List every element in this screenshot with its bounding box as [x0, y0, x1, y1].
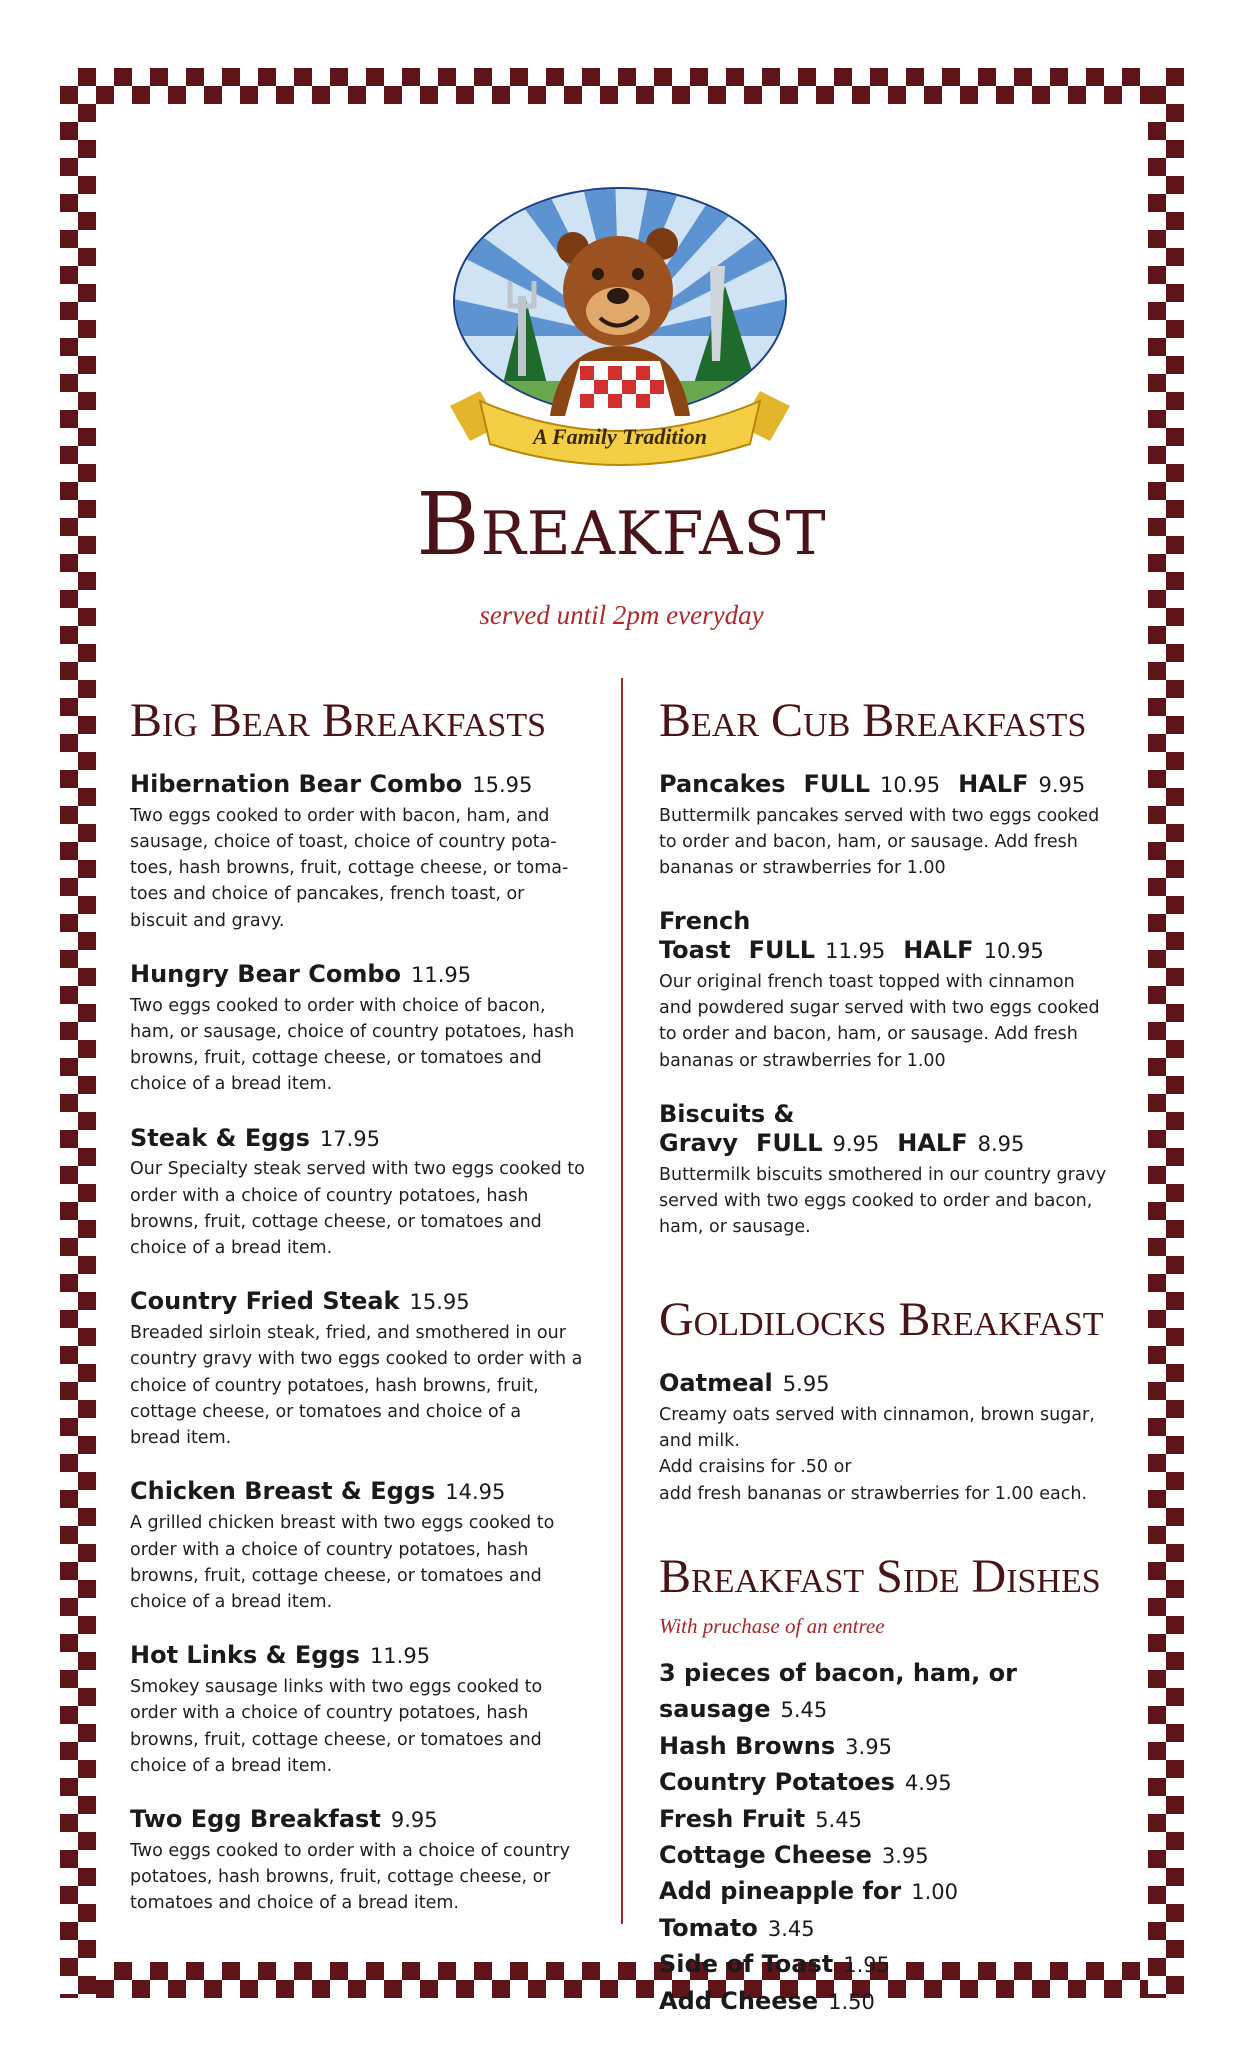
item-name: French Toast	[659, 907, 751, 965]
description-line: sausage, choice of toast, choice of country pota-	[130, 831, 557, 852]
goldilocks-section	[659, 1294, 1139, 1507]
item-price: 15.95	[409, 1290, 470, 1315]
description-line: country gravy with two eggs cooked to order with a	[130, 1349, 583, 1370]
item-price: 5.95	[782, 1372, 830, 1397]
item-price: 17.95	[319, 1126, 380, 1151]
side-item-name: Fresh Fruit	[659, 1804, 806, 1833]
item-description	[130, 993, 600, 1098]
item-description	[130, 1674, 600, 1779]
page-title: Breakfast	[416, 475, 827, 575]
description-line: and powdered sugar served with two eggs cooked	[659, 998, 1100, 1019]
item-header	[130, 1477, 600, 1506]
side-item-side-of-toast	[659, 1946, 1139, 1982]
side-item-fresh-fruit	[659, 1801, 1139, 1837]
side-item-name: Add pineapple for	[659, 1877, 902, 1906]
item-price: 11.95	[369, 1644, 431, 1669]
item-price: 15.95	[472, 772, 533, 797]
description-line: toes, hash browns, fruit, cottage cheese, or toma-	[130, 858, 569, 879]
item-description	[659, 969, 1139, 1074]
menu-item-hot-links-eggs	[130, 1641, 600, 1779]
item-name: Oatmeal	[659, 1369, 773, 1398]
description-line: to order and bacon, ham, or sausage. Add fresh	[659, 1024, 1078, 1045]
menu-item-french-toast	[659, 907, 1139, 1074]
item-header	[130, 1287, 600, 1316]
description-line: order with a choice of country potatoes, hash	[130, 1703, 529, 1724]
item-name: Biscuits & Gravy	[659, 1099, 795, 1157]
item-price: 9.95	[390, 1808, 438, 1833]
item-header	[130, 1124, 600, 1153]
side-item-price: 3.95	[845, 1734, 892, 1759]
bear-cub-section	[659, 695, 1139, 1240]
item-description	[130, 1156, 600, 1261]
description-line: choice of a bread item.	[130, 1592, 333, 1613]
column-divider	[621, 678, 623, 1924]
item-name: Country Fried Steak	[130, 1287, 400, 1316]
half-price: 10.95	[983, 939, 1044, 964]
full-price: 9.95	[832, 1131, 880, 1156]
side-item-name: 3 pieces of bacon, ham, or sausage	[659, 1658, 1017, 1724]
item-description	[130, 803, 600, 934]
description-line: choice of a bread item.	[130, 1074, 333, 1095]
description-line: tomatoes and choice of a bread item.	[130, 1893, 459, 1914]
description-line: served with two eggs cooked to order and bacon,	[659, 1190, 1093, 1211]
item-description	[659, 1162, 1139, 1241]
item-price: 11.95	[411, 962, 472, 987]
side-item-price: 4.95	[904, 1771, 952, 1796]
description-line: Buttermilk pancakes served with two eggs cooked	[659, 805, 1100, 826]
item-description	[130, 1510, 600, 1615]
side-dishes-note: With pruchase of an entree	[659, 1613, 885, 1638]
side-item-price: 1.00	[911, 1880, 959, 1905]
description-line: toes and choice of pancakes, french toast, or	[130, 884, 525, 905]
menu-item-steak-eggs	[130, 1124, 600, 1262]
description-line: choice of a bread item.	[130, 1755, 333, 1776]
big-bear-section	[130, 695, 600, 1943]
half-label: HALF	[903, 936, 974, 965]
side-item-name: Add Cheese	[659, 1986, 819, 2015]
half-label: HALF	[897, 1128, 968, 1157]
description-line: potatoes, hash browns, fruit, cottage cheese, or	[130, 1867, 551, 1888]
item-header	[130, 960, 600, 989]
right-column	[659, 695, 1139, 2019]
side-item-price: 5.45	[780, 1698, 828, 1723]
side-item-name: Country Potatoes	[659, 1768, 895, 1797]
description-line: cottage cheese, or tomatoes and choice of a	[130, 1401, 522, 1422]
description-line: choice of a bread item.	[130, 1238, 333, 1259]
full-price: 11.95	[825, 939, 886, 964]
description-line: Two eggs cooked to order with choice of bacon,	[130, 995, 546, 1016]
side-item-price: 1.50	[828, 1989, 875, 2014]
description-line: Smokey sausage links with two eggs cooked to	[130, 1677, 543, 1698]
menu-item-hungry-bear-combo	[130, 960, 600, 1098]
menu-item-hibernation-bear-combo	[130, 770, 600, 934]
side-item-tomato	[659, 1910, 1139, 1946]
menu-item-country-fried-steak	[130, 1287, 600, 1451]
item-header	[130, 770, 600, 799]
description-line: Buttermilk biscuits smothered in our country gravy	[659, 1164, 1107, 1185]
description-line: Breaded sirloin steak, fried, and smothered in our	[130, 1323, 566, 1344]
item-description	[659, 803, 1139, 882]
item-description	[130, 1320, 600, 1451]
description-line: browns, fruit, cottage cheese, or tomatoes and	[130, 1565, 542, 1586]
description-line: Two eggs cooked to order with a choice of country	[130, 1840, 570, 1861]
menu-item-chicken-breast-eggs	[130, 1477, 600, 1615]
full-price: 10.95	[880, 772, 941, 797]
item-description: Creamy oats served with cinnamon, brown sugar, and milk. Add craisins for .50 or add fresh bananas or strawberries for 1.00 each.	[659, 1404, 1095, 1504]
menu-item-pancakes	[659, 770, 1139, 882]
description-line: bananas or strawberries for 1.00	[659, 858, 946, 879]
description-line: browns, fruit, cottage cheese, or tomatoes and	[130, 1729, 542, 1750]
half-price: 8.95	[977, 1131, 1025, 1156]
menu-item-two-egg-breakfast	[130, 1805, 600, 1917]
full-label: FULL	[748, 936, 816, 965]
description-line: A grilled chicken breast with two eggs cooked to	[130, 1513, 555, 1534]
item-header	[659, 770, 1139, 799]
side-item-name: Cottage Cheese	[659, 1841, 872, 1870]
description-line: Two eggs cooked to order with bacon, ham, and	[130, 805, 550, 826]
description-line: to order and bacon, ham, or sausage. Add fresh	[659, 831, 1078, 852]
menu-item-biscuits-gravy	[659, 1100, 1139, 1240]
item-name: Steak & Eggs	[130, 1123, 310, 1152]
menu-item-oatmeal	[659, 1369, 1139, 1507]
side-dishes-section	[659, 1551, 1139, 2019]
side-item-price: 1.95	[843, 1953, 890, 1978]
description-line: browns, fruit, cottage cheese, or tomatoes and	[130, 1211, 542, 1232]
side-item-3-pieces-of-bacon-ham-or-sausage	[659, 1655, 1139, 1728]
section-heading-side-dishes: Breakfast Side Dishes	[659, 1549, 1101, 1603]
side-item-cottage-cheese	[659, 1837, 1139, 1873]
checkered-border-left	[60, 68, 96, 1998]
side-item-add-pineapple-for	[659, 1873, 1139, 1909]
side-item-price: 5.45	[815, 1807, 862, 1832]
side-item-name: Tomato	[659, 1913, 758, 1942]
item-header	[659, 1100, 1139, 1158]
item-name: Hot Links & Eggs	[130, 1641, 360, 1670]
section-heading-big-bear: Big Bear Breakfasts	[130, 694, 547, 747]
description-line: order with a choice of country potatoes, hash	[130, 1539, 529, 1560]
description-line: bread item.	[130, 1428, 232, 1449]
description-line: bananas or strawberries for 1.00	[659, 1050, 946, 1071]
item-name: Hibernation Bear Combo	[130, 769, 463, 798]
side-item-name: Side of Toast	[659, 1950, 834, 1979]
side-item-price: 3.95	[881, 1844, 929, 1869]
description-line: browns, fruit, cottage cheese, or tomatoes and	[130, 1048, 542, 1069]
page-subtitle: served until 2pm everyday	[479, 600, 764, 630]
section-heading-goldilocks: Goldilocks Breakfast	[659, 1293, 1104, 1347]
item-name: Hungry Bear Combo	[130, 959, 402, 988]
side-item-name: Hash Browns	[659, 1731, 836, 1760]
side-item-add-cheese	[659, 1983, 1139, 2019]
checkered-border-top	[60, 68, 1184, 104]
item-header	[130, 1641, 600, 1670]
item-name: Pancakes	[659, 769, 786, 798]
description-line: order with a choice of country potatoes, hash	[130, 1185, 529, 1206]
side-item-country-potatoes	[659, 1764, 1139, 1800]
full-label: FULL	[756, 1128, 823, 1157]
description-line: biscuit and gravy.	[130, 910, 285, 931]
item-name: Chicken Breast & Eggs	[130, 1477, 436, 1506]
description-line: ham, or sausage.	[659, 1217, 811, 1238]
item-header	[659, 907, 1139, 965]
description-line: Our original french toast topped with cinnamon	[659, 971, 1075, 992]
bear-mascot-logo	[440, 186, 800, 476]
half-label: HALF	[958, 769, 1029, 798]
item-header	[130, 1805, 600, 1834]
checkered-border-right	[1148, 68, 1184, 1998]
description-line: ham, or sausage, choice of country potatoes, hash	[130, 1021, 575, 1042]
item-description	[130, 1838, 600, 1917]
side-item-hash-browns	[659, 1728, 1139, 1764]
description-line: Our Specialty steak served with two eggs cooked to	[130, 1159, 585, 1180]
section-heading-bear-cub: Bear Cub Breakfasts	[659, 694, 1087, 747]
description-line: choice of country potatoes, hash browns, fruit,	[130, 1375, 539, 1396]
logo-banner-text: A Family Tradition	[533, 424, 707, 449]
item-price: 14.95	[445, 1480, 506, 1505]
side-item-price: 3.45	[767, 1916, 815, 1941]
full-label: FULL	[803, 769, 870, 798]
item-name: Two Egg Breakfast	[130, 1805, 381, 1834]
half-price: 9.95	[1038, 772, 1086, 797]
